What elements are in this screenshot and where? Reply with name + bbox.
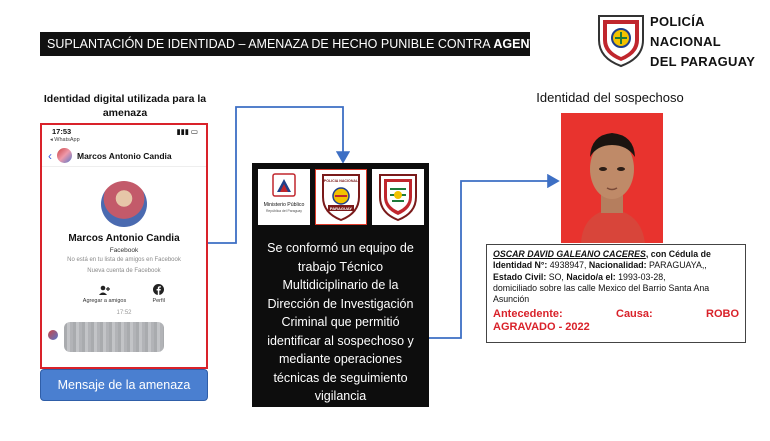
add-person-icon [98,283,111,296]
team-description: Se conformó un equipo de trabajo Técnico Multidiciplinario de la Dirección de Investigación Criminal que permitió identificar al sospechoso y mediante operaciones técnicas de seguimiento vigilancia [267,241,414,403]
investigation-team-panel [252,163,429,407]
profile-actions [42,283,206,304]
suspect-details [493,249,739,305]
messenger-screenshot [40,123,208,369]
status-bar [42,125,206,137]
suspect-identity-caption: Identidad del sospechoso [536,90,684,105]
badge-top-text: POLICIA NACIONAL [323,179,358,183]
nacionalidad-label: Nacionalidad: [586,260,647,271]
chat-header [42,145,206,167]
back-to-whatsapp[interactable]: ◂ WhatsApp [50,137,80,143]
domicilio-text: domiciliado sobre las calle Mexico del Barrio Santa Ana Asunción [493,282,710,305]
page-title [40,32,595,56]
ministerio-publico-logo [258,169,310,225]
institution-logos [252,163,429,231]
police-shield-logo [595,10,647,68]
police-line1: POLICÍA [650,14,705,29]
ministerio-line2: República del Paraguay [265,209,302,213]
profile-button[interactable] [152,283,165,304]
estado-value: SO, [546,271,564,282]
antecedente-label: Antecedente: [493,308,563,321]
nacido-value: 1993-03-28, [615,271,666,282]
policia-nacional-badge [315,169,367,225]
digital-identity-caption: Identidad digital utilizada para la amenaza [43,93,207,119]
sender-avatar [48,330,58,340]
status-time: 17:53 [52,127,72,136]
police-line3: DEL PARAGUAY [650,54,756,69]
contact-name[interactable]: Marcos Antonio Candia [77,150,172,161]
nacionalidad-value: PARAGUAYA,, [646,260,707,271]
suspect-photo [561,113,663,243]
new-account-text: Nueva cuenta de Facebook [87,268,161,274]
facebook-icon [152,283,165,296]
causa-label: Causa: [616,308,653,321]
profile-label: Perfil [152,298,165,304]
cedula-value: 4938947, [547,260,587,271]
chevron-left-icon[interactable]: ‹ [48,148,52,163]
title-bold: AGENTE FISCAL [493,37,595,51]
suspect-info-box [486,244,746,343]
profile-source: Facebook [109,247,139,254]
add-friend-label: Agregar a amigos [82,298,127,304]
title-prefix: SUPLANTACIÓN DE IDENTIDAD – AMENAZA DE HECHO PUNIBLE CONTRA [47,37,494,51]
add-friend-button[interactable] [83,283,126,304]
profile-name: Marcos Antonio Candia [68,233,180,244]
profile-avatar [101,181,147,227]
blurred-message [64,322,164,352]
ministerio-line1: Ministerio Público [263,202,304,208]
message-time: 17:52 [116,310,132,316]
message-row [42,322,206,352]
not-friends-text: No está en tu lista de amigos en Facebook [67,257,181,263]
police-line2: NACIONAL [650,34,722,49]
badge-bottom-text: PARAGUAY [329,205,352,211]
cedula-label: , con Cédula de Identidad N°: [493,249,711,271]
causa-value-cont: AGRAVADO - 2022 [493,321,590,334]
threat-message-callout: Mensaje de la amenaza [40,369,208,401]
antecedente-row [493,308,739,321]
signal-battery-icon: ▮▮▮ ▭ [176,127,198,136]
police-name [650,12,755,72]
suspect-name: OSCAR DAVID GALEANO CACERES [493,249,646,259]
investigation-shield-logo [372,169,424,225]
contact-avatar[interactable] [57,148,72,163]
estado-label: Estado Civil: [493,271,547,282]
causa-value: ROBO [706,308,739,321]
nacido-label: Nacido/a el: [563,271,616,282]
